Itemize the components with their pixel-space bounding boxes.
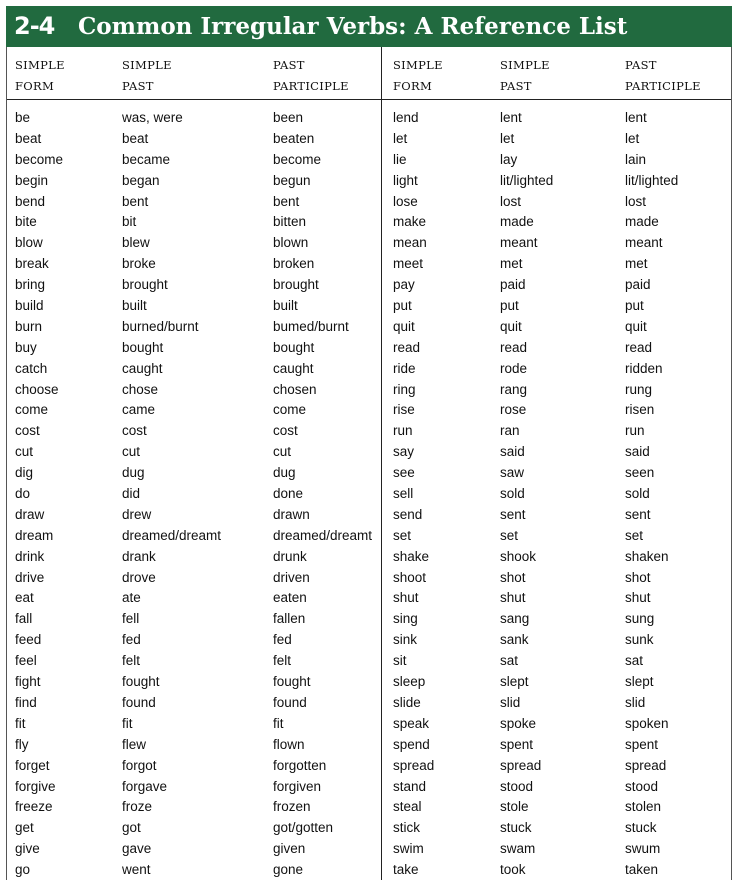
verb-cell: eat bbox=[15, 590, 34, 606]
verb-cell: forget bbox=[15, 757, 50, 773]
verb-cell: sink bbox=[393, 632, 418, 648]
verb-cell: fought bbox=[273, 674, 311, 690]
verb-cell: bend bbox=[15, 193, 46, 209]
verb-cell: broke bbox=[122, 256, 156, 272]
left-past-participle-column bbox=[273, 108, 372, 881]
verb-cell: run bbox=[393, 423, 413, 439]
verb-cell: spread bbox=[500, 757, 542, 773]
verb-cell: choose bbox=[15, 381, 59, 397]
verb-cell: beat bbox=[15, 130, 42, 146]
verb-cell: shoot bbox=[393, 569, 427, 585]
verb-cell: meant bbox=[500, 235, 538, 251]
verb-cell: taken bbox=[625, 862, 659, 878]
verb-cell: bent bbox=[122, 193, 149, 209]
verb-cell: sent bbox=[625, 506, 651, 522]
verb-cell: said bbox=[625, 444, 650, 460]
verb-cell: beat bbox=[122, 130, 149, 146]
verb-cell: caught bbox=[273, 360, 314, 376]
right-simple-form-column bbox=[393, 108, 434, 881]
verb-cell: caught bbox=[122, 360, 163, 376]
verb-cell: frozen bbox=[273, 799, 311, 815]
verb-cell: read bbox=[393, 339, 421, 355]
verb-cell: got bbox=[122, 820, 141, 836]
verb-cell: dig bbox=[15, 465, 34, 481]
verb-cell: become bbox=[15, 151, 64, 167]
verb-cell: spent bbox=[625, 736, 659, 752]
header-simple-form-left: SIMPLE FORM bbox=[15, 58, 65, 93]
verb-cell: set bbox=[393, 527, 412, 543]
verb-cell: made bbox=[625, 214, 659, 230]
verb-cell: lent bbox=[500, 110, 522, 125]
verb-cell: chose bbox=[122, 381, 159, 397]
verb-cell: set bbox=[500, 527, 519, 543]
verb-cell: ran bbox=[500, 423, 520, 439]
verb-cell: run bbox=[625, 423, 645, 439]
right-past-participle-column bbox=[625, 108, 678, 881]
verb-cell: slid bbox=[500, 694, 521, 710]
verb-cell: begin bbox=[15, 172, 49, 188]
verb-cell: quit bbox=[625, 318, 647, 334]
verb-cell: break bbox=[15, 256, 49, 272]
verb-cell: froze bbox=[122, 799, 153, 815]
verb-cell: sat bbox=[625, 653, 644, 669]
verb-cell: became bbox=[122, 151, 171, 167]
verb-cell: see bbox=[393, 465, 415, 481]
verb-cell: sank bbox=[500, 632, 529, 648]
verb-cell: drink bbox=[15, 548, 45, 564]
verb-cell: quit bbox=[500, 318, 522, 334]
verb-cell: go bbox=[15, 862, 31, 878]
verb-cell: gone bbox=[273, 862, 304, 878]
verb-cell: paid bbox=[500, 277, 526, 293]
verb-cell: lain bbox=[625, 151, 647, 167]
verb-cell: spend bbox=[393, 736, 430, 752]
verb-cell: came bbox=[122, 402, 156, 418]
verb-cell: swim bbox=[393, 841, 424, 857]
verb-cell: ate bbox=[122, 590, 141, 606]
verb-cell: cost bbox=[273, 423, 298, 439]
verb-cell: met bbox=[625, 256, 648, 272]
verb-cell: bring bbox=[15, 277, 46, 293]
verb-cell: met bbox=[500, 256, 523, 272]
verb-cell: done bbox=[273, 486, 304, 502]
verb-cell: buy bbox=[15, 339, 37, 355]
verb-cell: shot bbox=[500, 569, 526, 585]
verb-cell: light bbox=[393, 172, 418, 188]
verb-cell: find bbox=[15, 694, 37, 710]
verb-cell: given bbox=[273, 841, 306, 857]
verb-cell: sat bbox=[500, 653, 519, 669]
verb-cell: been bbox=[273, 110, 304, 125]
verb-cell: catch bbox=[15, 360, 48, 376]
verb-cell: said bbox=[500, 444, 525, 460]
verb-cell: freeze bbox=[15, 799, 53, 815]
verb-cell: blown bbox=[273, 235, 309, 251]
header-simple-form-right: SIMPLE FORM bbox=[393, 58, 443, 93]
verb-cell: rise bbox=[393, 402, 415, 418]
verb-cell: stolen bbox=[625, 799, 662, 815]
verb-cell: built bbox=[122, 298, 147, 314]
verb-cell: fit bbox=[273, 715, 284, 731]
left-simple-form-column bbox=[15, 108, 63, 881]
verb-cell: chosen bbox=[273, 381, 317, 397]
verb-cell: slid bbox=[625, 694, 646, 710]
verb-cell: fit bbox=[15, 715, 26, 731]
verb-cell: lost bbox=[500, 193, 522, 209]
verb-cell: slept bbox=[625, 674, 654, 690]
verb-cell: sunk bbox=[625, 632, 654, 648]
verb-cell: give bbox=[15, 841, 40, 857]
verb-cell: stand bbox=[393, 778, 427, 794]
verb-cell: sung bbox=[625, 611, 655, 627]
verb-cell: beaten bbox=[273, 130, 315, 146]
verb-cell: spoken bbox=[625, 715, 669, 731]
verb-cell: flew bbox=[122, 736, 147, 752]
verb-cell: forgiven bbox=[273, 778, 322, 794]
verb-cell: made bbox=[500, 214, 534, 230]
verb-cell: come bbox=[15, 402, 49, 418]
verb-cell: went bbox=[122, 862, 151, 878]
verb-cell: fed bbox=[273, 632, 292, 648]
header-simple-past-left: SIMPLE PAST bbox=[122, 58, 172, 93]
verb-cell: meet bbox=[393, 256, 424, 272]
verb-cell: broken bbox=[273, 256, 315, 272]
verb-cell: felt bbox=[273, 653, 292, 669]
verb-cell: dug bbox=[122, 465, 145, 481]
verb-cell: sell bbox=[393, 486, 414, 502]
verb-cell: slept bbox=[500, 674, 529, 690]
verb-cell: shaken bbox=[625, 548, 669, 564]
verb-cell: blow bbox=[15, 235, 43, 251]
verb-cell: forgive bbox=[15, 778, 56, 794]
verb-cell: let bbox=[500, 130, 515, 146]
column-divider bbox=[381, 47, 382, 880]
verb-cell: dreamed/dreamt bbox=[273, 527, 373, 543]
left-simple-past-column bbox=[122, 108, 221, 881]
verb-cell: build bbox=[15, 298, 44, 314]
verb-cell: gave bbox=[122, 841, 152, 857]
verb-cell: paid bbox=[625, 277, 651, 293]
verb-cell: stuck bbox=[500, 820, 532, 836]
verb-cell: rang bbox=[500, 381, 528, 397]
verb-cell: be bbox=[15, 110, 31, 125]
verb-cell: read bbox=[625, 339, 653, 355]
verb-cell: cost bbox=[15, 423, 40, 439]
verb-cell: drank bbox=[122, 548, 156, 564]
verb-cell: found bbox=[122, 694, 156, 710]
verb-cell: eaten bbox=[273, 590, 307, 606]
verb-cell: cut bbox=[15, 444, 34, 460]
verb-cell: bitten bbox=[273, 214, 307, 230]
verb-cell: ridden bbox=[625, 360, 663, 376]
verb-cell: feed bbox=[15, 632, 42, 648]
verb-cell: forgave bbox=[122, 778, 168, 794]
verb-cell: drove bbox=[122, 569, 156, 585]
verb-cell: fought bbox=[122, 674, 160, 690]
verb-cell: drunk bbox=[273, 548, 307, 564]
verb-cell: seen bbox=[625, 465, 655, 481]
verb-cell: say bbox=[393, 444, 415, 460]
verb-cell: make bbox=[393, 214, 427, 230]
verb-cell: forgotten bbox=[273, 757, 327, 773]
verb-cell: flown bbox=[273, 736, 305, 752]
verb-cell: sing bbox=[393, 611, 418, 627]
verb-cell: spread bbox=[393, 757, 435, 773]
verb-cell: let bbox=[393, 130, 408, 146]
verb-cell: drawn bbox=[273, 506, 310, 522]
verb-cell: bumed/burnt bbox=[273, 318, 349, 334]
verb-cell: forgot bbox=[122, 757, 157, 773]
verb-cell: stood bbox=[625, 778, 659, 794]
verb-cell: bought bbox=[273, 339, 315, 355]
verb-cell: felt bbox=[122, 653, 141, 669]
verb-cell: spread bbox=[625, 757, 667, 773]
verb-cell: shut bbox=[625, 590, 651, 606]
header-simple-past-right: SIMPLE PAST bbox=[500, 58, 550, 93]
verb-cell: feel bbox=[15, 653, 37, 669]
verb-cell: sent bbox=[500, 506, 526, 522]
verb-cell: meant bbox=[625, 235, 663, 251]
verb-cell: drew bbox=[122, 506, 152, 522]
verb-cell: put bbox=[393, 298, 412, 314]
verb-cell: fallen bbox=[273, 611, 306, 627]
verb-cell: lend bbox=[393, 110, 419, 125]
verb-cell: put bbox=[625, 298, 644, 314]
verb-cell: do bbox=[15, 486, 31, 502]
verb-cell: get bbox=[15, 820, 34, 836]
verb-table bbox=[6, 47, 732, 880]
header-divider bbox=[7, 99, 731, 100]
verb-cell: sleep bbox=[393, 674, 426, 690]
verb-cell: sit bbox=[393, 653, 407, 669]
verb-cell: fall bbox=[15, 611, 33, 627]
verb-cell: come bbox=[273, 402, 307, 418]
verb-cell: blew bbox=[122, 235, 150, 251]
verb-cell: send bbox=[393, 506, 423, 522]
verb-cell: saw bbox=[500, 465, 525, 481]
verb-cell: begun bbox=[273, 172, 311, 188]
verb-cell: brought bbox=[122, 277, 168, 293]
verb-cell: stuck bbox=[625, 820, 657, 836]
verb-cell: swam bbox=[500, 841, 536, 857]
verb-cell: put bbox=[500, 298, 519, 314]
title-bar bbox=[6, 6, 732, 47]
verb-cell: lie bbox=[393, 151, 407, 167]
verb-cell: cut bbox=[122, 444, 141, 460]
verb-cell: shake bbox=[393, 548, 430, 564]
verb-cell: fell bbox=[122, 611, 140, 627]
verb-cell: built bbox=[273, 298, 298, 314]
verb-cell: lay bbox=[500, 151, 518, 167]
verb-cell: spoke bbox=[500, 715, 537, 731]
verb-cell: burn bbox=[15, 318, 43, 334]
verb-cell: rung bbox=[625, 381, 653, 397]
verb-cell: quit bbox=[393, 318, 415, 334]
verb-cell: let bbox=[625, 130, 640, 146]
right-simple-past-column bbox=[500, 108, 553, 881]
verb-cell: fly bbox=[15, 736, 29, 752]
verb-cell: was, were bbox=[122, 110, 183, 125]
verb-cell: cost bbox=[122, 423, 147, 439]
verb-cell: ride bbox=[393, 360, 416, 376]
verb-cell: lit/lighted bbox=[500, 172, 554, 188]
verb-cell: lost bbox=[625, 193, 647, 209]
verb-cell: bite bbox=[15, 214, 37, 230]
verb-cell: slide bbox=[393, 694, 421, 710]
verb-cell: shot bbox=[625, 569, 651, 585]
verb-cell: speak bbox=[393, 715, 430, 731]
verb-cell: lent bbox=[625, 110, 647, 125]
verb-cell: brought bbox=[273, 277, 319, 293]
verb-cell: spent bbox=[500, 736, 534, 752]
verb-cell: sang bbox=[500, 611, 530, 627]
verb-cell: read bbox=[500, 339, 528, 355]
verb-cell: pay bbox=[393, 277, 415, 293]
verb-cell: sold bbox=[500, 486, 525, 502]
verb-cell: got/gotten bbox=[273, 820, 334, 836]
verb-cell: lit/lighted bbox=[625, 172, 679, 188]
verb-cell: dreamed/dreamt bbox=[122, 527, 222, 543]
verb-cell: found bbox=[273, 694, 307, 710]
verb-cell: steal bbox=[393, 799, 422, 815]
verb-cell: burned/burnt bbox=[122, 318, 199, 334]
verb-cell: set bbox=[625, 527, 644, 543]
verb-cell: began bbox=[122, 172, 160, 188]
verb-cell: become bbox=[273, 151, 322, 167]
verb-cell: bought bbox=[122, 339, 164, 355]
verb-cell: dream bbox=[15, 527, 54, 543]
verb-cell: sold bbox=[625, 486, 650, 502]
verb-cell: lose bbox=[393, 193, 418, 209]
header-past-participle-right: PAST PARTICIPLE bbox=[625, 58, 701, 93]
verb-cell: driven bbox=[273, 569, 310, 585]
verb-cell: bent bbox=[273, 193, 300, 209]
verb-cell: bit bbox=[122, 214, 137, 230]
verb-cell: rose bbox=[500, 402, 527, 418]
verb-cell: stick bbox=[393, 820, 420, 836]
verb-cell: dug bbox=[273, 465, 296, 481]
verb-cell: shook bbox=[500, 548, 537, 564]
verb-cell: cut bbox=[273, 444, 292, 460]
verb-cell: ring bbox=[393, 381, 416, 397]
verb-cell: mean bbox=[393, 235, 427, 251]
verb-cell: stood bbox=[500, 778, 534, 794]
verb-cell: fight bbox=[15, 674, 41, 690]
verb-cell: fit bbox=[122, 715, 133, 731]
verb-cell: did bbox=[122, 486, 141, 502]
verb-cell: rode bbox=[500, 360, 528, 376]
verb-cell: risen bbox=[625, 402, 655, 418]
verb-cell: swum bbox=[625, 841, 661, 857]
verb-cell: shut bbox=[500, 590, 526, 606]
page-title: Common Irregular Verbs: A Reference List bbox=[78, 13, 628, 40]
verb-cell: fed bbox=[122, 632, 141, 648]
verb-cell: drive bbox=[15, 569, 45, 585]
verb-cell: stole bbox=[500, 799, 529, 815]
verb-cell: shut bbox=[393, 590, 419, 606]
header-past-participle-left: PAST PARTICIPLE bbox=[273, 58, 349, 93]
verb-cell: draw bbox=[15, 506, 45, 522]
verb-cell: took bbox=[500, 862, 526, 878]
chart-number: 2-4 bbox=[14, 12, 55, 40]
verb-cell: take bbox=[393, 862, 419, 878]
